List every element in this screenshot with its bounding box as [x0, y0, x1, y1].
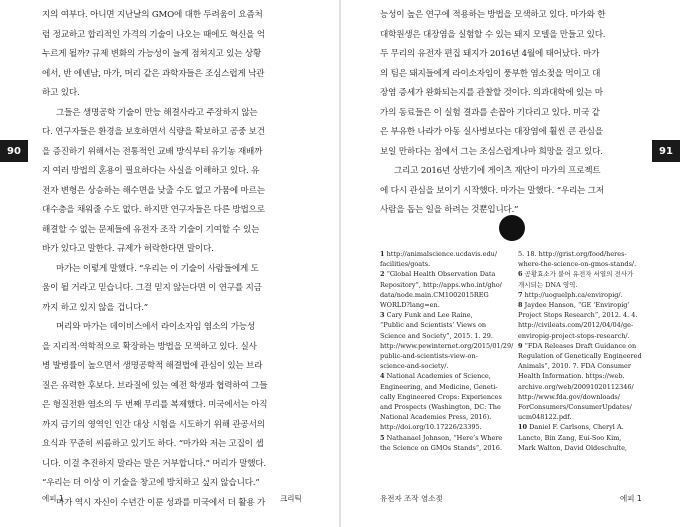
- endnote-text: 공황효소가 붙어 유전자 서열의 전사가: [522, 270, 634, 279]
- endnote-text: National Academies Press, 2016).: [380, 413, 492, 422]
- text-line: 보일 만하다는 점에서 그는 조심스럽게나마 희망을 걸고 있다.: [380, 146, 603, 157]
- text-line: 은 형질전환 염소의 두 번째 무리를 복제했다. 미국에서는 아직: [42, 400, 268, 410]
- endnote-text: Project Stops Research”, 2012. 4. 4.: [518, 311, 638, 320]
- endnote-line: [380, 402, 512, 412]
- endnote-text: the Science on GMOs Stands”, 2016.: [380, 443, 502, 452]
- endnote-line: [518, 290, 654, 300]
- endnote-text: science-and-society/.: [380, 362, 449, 371]
- text-line: 대수층을 채워줄 수도 없다. 하지만 연구자들은 다른 방법으로: [42, 205, 265, 215]
- endnote-line: [380, 249, 512, 259]
- text-line: 지 여러 방법의 혼용이 필요하다는 사실을 이해하고 있다. 유: [42, 166, 260, 176]
- endnote-text: Health Information. https://web.: [518, 372, 625, 381]
- text-line: 마가는 이렇게 말했다. “우리는 이 기술이 사람들에게 도: [56, 263, 259, 274]
- endnote-line: [518, 371, 654, 381]
- endnote-text: National Academies of Science,: [384, 372, 491, 381]
- endnote-line: [380, 320, 512, 330]
- text-line: 능성이 높은 연구에 적용하는 방법을 모색하고 있다. 마가와 한: [380, 10, 606, 20]
- text-line: 그리고 2016년 상반기에 게이츠 재단이 마가의 프로젝트: [394, 166, 601, 176]
- endnote-line: [380, 351, 512, 361]
- endnote-text: archive.org/web/20091020112346/: [518, 382, 634, 391]
- text-line: 의 팀은 돼지들에게 라이소자임이 풍부한 염소젖을 먹이고 대: [380, 68, 601, 79]
- endnote-line: [518, 310, 654, 320]
- endnote-number: 10: [518, 423, 528, 432]
- running-footer-book: 에피 1: [620, 494, 642, 503]
- endnote-line: [380, 433, 512, 443]
- section-end-dot: [499, 215, 525, 241]
- endnote-line: [380, 341, 512, 351]
- endnote-line: [518, 361, 654, 371]
- text-line: 요식과 꾸준히 씨름하고 있기도 하다. “마가와 저는 고집이 셉: [42, 439, 264, 449]
- endnote-line: [518, 280, 654, 290]
- text-line: 마가 역시 자신이 수년간 이룬 성과를 미국에서 더 활용 가: [56, 497, 266, 508]
- endnote-line: [518, 249, 654, 259]
- text-line: 에 다시 관심을 보이기 시작했다. 마가는 말했다. “우리는 그저: [380, 185, 604, 196]
- endnote-text: Engineering, and Medicine, Geneti-: [380, 382, 498, 391]
- endnote-text: http://doi.org/10.17226/23395.: [380, 423, 482, 432]
- text-line: 누르게 될까? 규제 변화의 가능성이 늘게 점쳐지고 있는 상황: [42, 49, 262, 59]
- text-line: 병 발병률이 높으면서 생명공학적 해결법에 관심이 있는 브라: [42, 361, 263, 371]
- endnote-text: 개시되는 DNA 영역.: [518, 280, 578, 289]
- text-line: 대학원생은 대장염을 실험할 수 있는 돼지 모델을 만들고 있다.: [380, 29, 606, 40]
- endnote-number: 3: [380, 311, 385, 320]
- endnote-line: [518, 402, 654, 412]
- endnote-text: http://civileats.com/2012/04/04/ge-: [518, 321, 634, 330]
- endnote-text: Science and Society”, 2015. 1. 29.: [380, 331, 493, 340]
- endnote-number: 7: [518, 290, 523, 299]
- text-line: 까지 금기의 영역인 인간 대상 시험을 시도하기 위해 관공서의: [42, 419, 265, 430]
- endnote-text: Regulation of Genetically Engineered: [518, 352, 642, 361]
- endnote-text: Jaydee Hanson, “GE ‘Enviropig’: [522, 301, 630, 310]
- endnote-text: 5. 18. http://grist.org/food/heres-: [518, 250, 627, 258]
- text-line: 을 지리적·역학적으로 확장하는 방법을 모색하고 있다. 실사: [42, 341, 257, 352]
- endnote-text: Lancto, Bin Zang, Eui-Soo Kim,: [518, 433, 622, 442]
- text-line: 해결할 수 없는 문제들에 유전자 조작 기술이 기여할 수 있는: [42, 224, 260, 235]
- text-line: 장염 증세가 완화되는지를 관찰할 것이다. 의과대학에 있는 마: [380, 88, 603, 98]
- text-line: 지의 여부다. 아니면 지난날의 GMO에 대한 두려움이 요즘처: [42, 10, 263, 20]
- endnote-line: [380, 290, 512, 300]
- endnote-text: WORLD?lang=en.: [380, 301, 440, 310]
- endnote-line: [518, 422, 654, 432]
- endnote-text: facilities/goats.: [380, 260, 431, 269]
- endnote-number: 6: [518, 270, 523, 279]
- text-line: 움이 될 거라고 믿습니다. 그걸 믿지 않는다면 이 연구를 지금: [42, 283, 262, 293]
- running-footer-publisher: 크리틱: [280, 494, 302, 503]
- endnote-text: http://uoguelph.ca/enviropig/.: [522, 290, 623, 299]
- endnote-text: Repository”, http://apps.who.int/gho/: [380, 280, 502, 289]
- endnote-text: enviropig-project-stops-research/.: [518, 331, 630, 340]
- endnote-line: [518, 300, 654, 310]
- text-line: 은 부유한 나라가 아동 실사병보다는 대장염에 훨씬 큰 관심을: [380, 127, 603, 137]
- endnote-number: 8: [518, 301, 523, 310]
- endnote-number: 5: [380, 433, 385, 442]
- endnote-line: [518, 269, 654, 279]
- endnote-text: ucm048122.pdf.: [518, 413, 572, 422]
- endnote-text: http://animalscience.ucdavis.edu/: [384, 250, 498, 258]
- text-line: “우리는 더 이상 이 기술을 창고에 방치하고 싶지 않습니다.”: [42, 478, 260, 488]
- text-line: 사람을 돕는 일을 하려는 것뿐입니다.”: [380, 205, 519, 215]
- text-line: 을 증진하기 위해서는 전통적인 교배 방식부터 유기농 재배까: [42, 146, 263, 157]
- endnote-line: [518, 412, 654, 422]
- endnote-line: [380, 382, 512, 392]
- endnote-line: [380, 412, 512, 422]
- endnote-line: [518, 382, 654, 392]
- endnote-line: [380, 392, 512, 402]
- text-line: 그들은 생명공학 기술이 만능 해결사라고 주장하지 않는: [56, 107, 258, 118]
- endnote-text: http://www.pewinternet.org/2015/01/29/: [380, 341, 514, 350]
- endnote-text: Daniel F. Carlsons, Cheryl A.: [527, 423, 624, 432]
- endnote-text: Mark Walton, David Oldeschulte,: [518, 443, 627, 452]
- text-line: 하고 있다.: [42, 88, 80, 98]
- endnote-line: [380, 361, 512, 371]
- text-line: 두 무리의 유전자 편집 돼지가 2016년 4월에 태어났다. 마가: [380, 49, 600, 59]
- endnote-line: [380, 310, 512, 320]
- endnote-number: 4: [380, 372, 385, 381]
- text-line: 전자 변형은 상승하는 해수면을 낮출 수도 없고 가뭄에 마르는: [42, 185, 265, 196]
- endnote-text: Nathanael Johnson, “Here’s Where: [384, 433, 503, 442]
- endnote-number: 1: [380, 250, 385, 258]
- endnote-number: 9: [518, 341, 523, 350]
- text-line: 까지 하고 있지 않을 겁니다.”: [42, 302, 148, 313]
- endnote-line: [380, 300, 512, 310]
- endnote-text: cally Engineered Crops: Experiences: [380, 392, 502, 401]
- endnote-line: [518, 331, 654, 341]
- text-line: 에서, 반 에넨남, 마가, 머리 같은 과학자들은 조심스럽게 낙관: [42, 68, 265, 79]
- text-line: 니다. 이걸 추진하지 말라는 말은 거부합니다.” 머리가 말했다.: [42, 458, 266, 469]
- running-footer-book: 에피 1: [42, 494, 64, 503]
- endnote-text: http://www.fda.gov/downloads/: [518, 392, 620, 401]
- text-line: 럼 정교하고 합리적인 가격의 기술이 나오는 때에도 혁신을 억: [42, 29, 265, 40]
- endnote-line: [380, 269, 512, 279]
- endnote-text: data/node.main.CM1002015REG: [380, 290, 489, 299]
- right-page: [340, 0, 680, 527]
- endnote-line: [380, 422, 512, 432]
- page-number-tab: 91: [652, 140, 680, 162]
- endnotes-column-2: [518, 249, 654, 453]
- endnote-line: [518, 392, 654, 402]
- body-text: [42, 6, 310, 513]
- text-line: 다. 연구자들은 환경을 보호하면서 식량을 확보하고 공중 보건: [42, 127, 265, 137]
- endnote-line: [380, 259, 512, 269]
- text-line: 머리와 마가는 데이비스에서 라이소자임 염소의 가능성: [56, 322, 255, 332]
- endnote-line: [518, 259, 654, 269]
- endnote-line: [380, 443, 512, 453]
- endnote-text: and Prospects (Washington, DC: The: [380, 403, 501, 412]
- endnote-line: [518, 433, 654, 443]
- endnote-text: ForConsumers/ConsumerUpdates/: [518, 403, 632, 412]
- page-number-tab: 90: [0, 140, 28, 162]
- endnote-line: [380, 371, 512, 381]
- endnotes-column-1: [380, 249, 512, 453]
- text-line: 바가 있다고 말한다. 규제가 허락한다면 말이다.: [42, 244, 214, 254]
- endnote-text: “Global Health Observation Data: [384, 270, 496, 279]
- endnote-text: Animals”, 2010. 7. FDA Consumer: [518, 362, 632, 371]
- endnote-text: where-the-science-on-gmos-stands/.: [518, 260, 637, 269]
- running-footer-chapter: 유전자 조작 염소젖: [380, 494, 443, 503]
- text-line: 질은 유력한 후보다. 브라질에 있는 예전 학생과 협력하여 그들: [42, 380, 268, 391]
- endnote-text: public-and-scientists-view-on-: [380, 352, 478, 361]
- endnote-line: [518, 341, 654, 351]
- endnote-text: Cary Funk and Lee Raine,: [384, 311, 473, 320]
- endnote-line: [518, 443, 654, 453]
- body-text: [380, 6, 650, 221]
- endnote-line: [518, 320, 654, 330]
- endnote-line: [380, 331, 512, 341]
- endnote-line: [518, 351, 654, 361]
- endnote-text: “Public and Scientists’ Views on: [380, 321, 487, 330]
- endnote-number: 2: [380, 270, 385, 279]
- endnote-line: [380, 280, 512, 290]
- endnote-text: “FDA Releases Draft Guidance on: [522, 341, 637, 350]
- text-line: 가의 동료들은 이 실험 결과를 손꼽아 기다리고 있다. 미국 같: [380, 107, 600, 118]
